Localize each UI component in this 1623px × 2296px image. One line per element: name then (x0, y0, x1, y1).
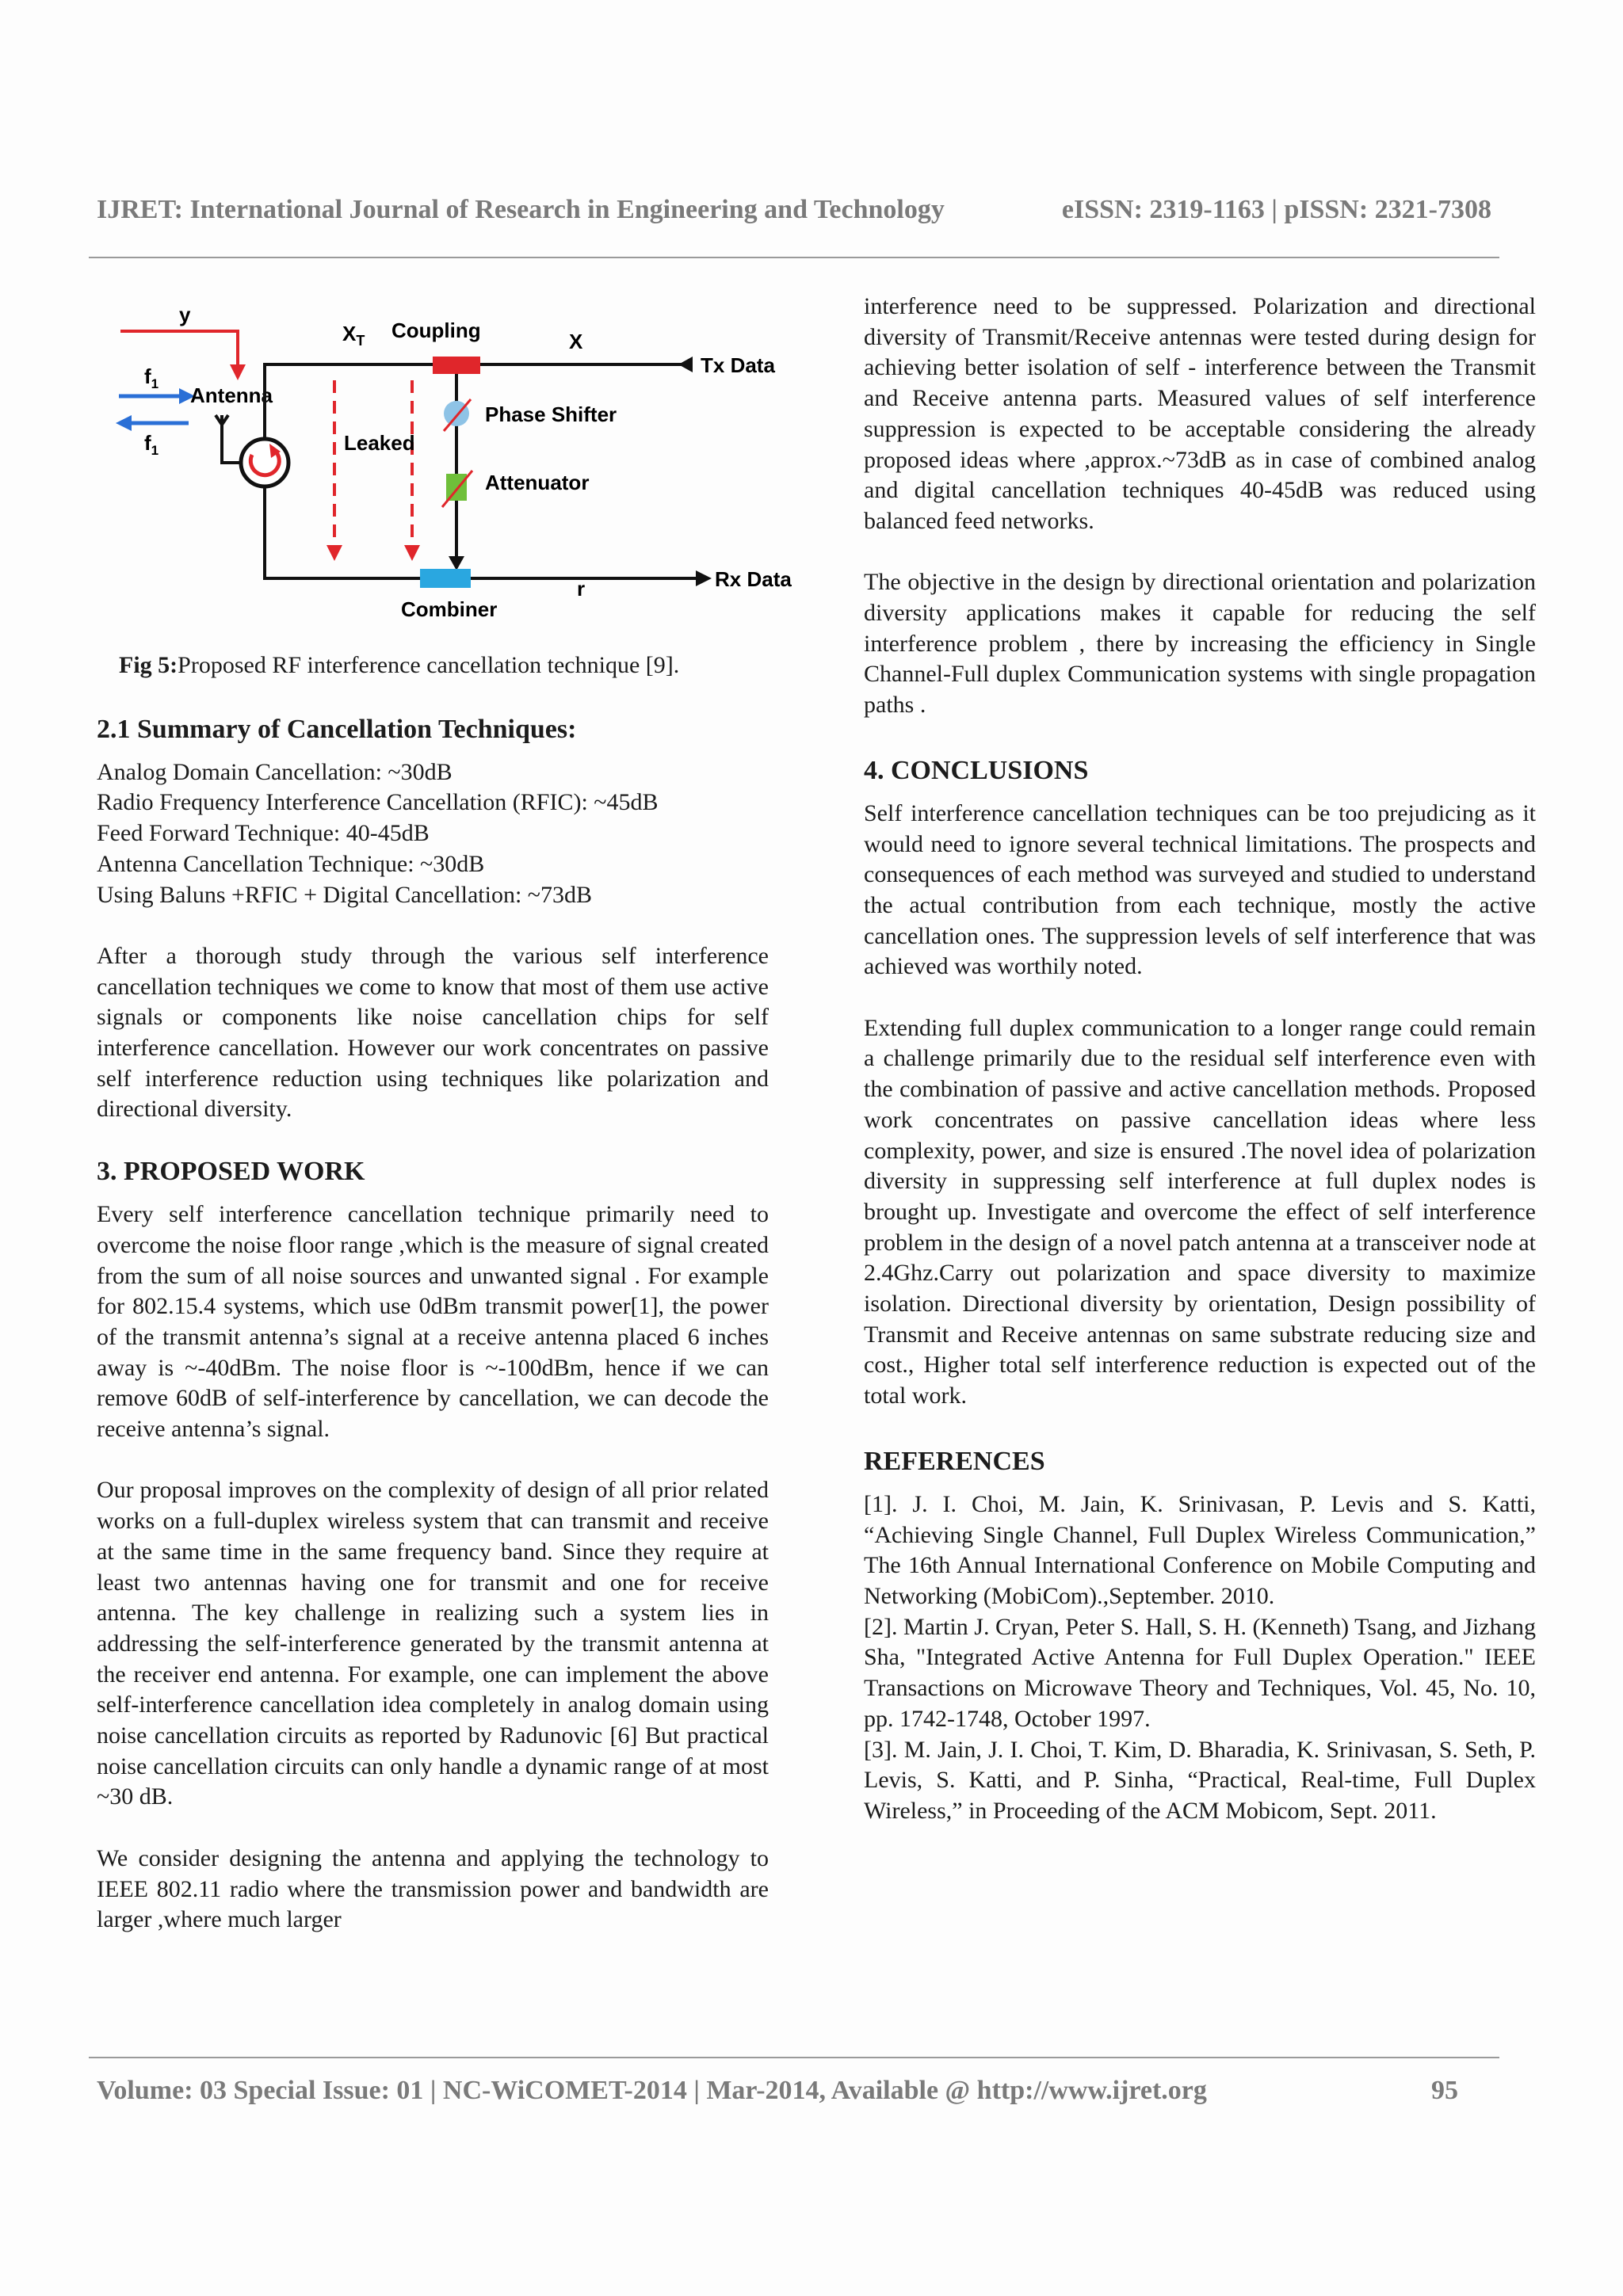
figure-caption (119, 650, 769, 681)
summary-item: Radio Frequency Interference Cancellation (RFIC): ~45dB (97, 789, 659, 816)
label-f1-top: $f_1$ (144, 364, 159, 391)
cancellation-path-arrow-head (449, 556, 464, 570)
running-footer (97, 2076, 1458, 2106)
label-f1-bottom: $f_1$ (144, 431, 159, 458)
label-antenna: Antenna (190, 383, 273, 407)
label-x: X (569, 330, 583, 353)
label-combiner: Combiner (401, 597, 498, 620)
right-column (864, 292, 1536, 1827)
paragraph-objective: The objective in the design by directional orientation and polarization diversity applications makes it capable for reducing the self interference problem , there by increasing the efficiency in Single Channel-Full duplex Communication systems with single propagation paths . (864, 569, 1536, 719)
combiner-block (420, 569, 471, 588)
summary-list (97, 757, 769, 911)
summary-item: Analog Domain Cancellation: ~30dB (97, 758, 453, 785)
paragraph-conclusion-self: Self interference cancellation techniques can be too prejudicing as it would need to ignore several technical limitations. The prospects and consequences of each method was surveyed and studied to understand the actual contribution from each technique, mostly the active cancellation ones. The suppression levels of self interference that was achieved was worthily noted. (864, 799, 1536, 980)
rx-wire-to-combiner (265, 486, 422, 578)
label-coupling: Coupling (391, 318, 481, 342)
coupler-block (433, 357, 480, 374)
circulator-icon (241, 439, 288, 486)
label-phase-shifter: Phase Shifter (485, 402, 617, 426)
y-signal-line (120, 331, 238, 368)
header-rule (89, 257, 1499, 258)
summary-item: Using Baluns +RFIC + Digital Cancellation: ~73dB (97, 881, 593, 908)
label-rx-data: Rx Data (715, 567, 792, 591)
paragraph-noise-floor: Every self interference cancellation technique primarily need to overcome the noise floor range ,which is the measure of signal created from the sum of all noise sources and unwanted signal . For example for 802.15.4 systems, which use 0dBm transmit power[1], the power of the transmit antenna’s signal at a receive antenna placed 6 inches away is ~-40dBm. The noise floor is ~-100dBm, hence if we can remove 60dB of self-interference by cancellation, we can decode the receive antenna’s signal. (97, 1201, 769, 1443)
summary-item: Feed Forward Technique: 40-45dB (97, 820, 430, 847)
figure-caption-label: Fig 5: (119, 652, 178, 678)
heading-summary: 2.1 Summary of Cancellation Techniques: (97, 714, 577, 744)
f1-out-arrow-head (116, 415, 132, 431)
leaked-right-arrow-head (404, 545, 420, 561)
summary-item: Antenna Cancellation Technique: ~30dB (97, 850, 485, 877)
reference-list (864, 1489, 1536, 1827)
heading-references: REFERENCES (864, 1446, 1045, 1476)
paragraph-interference: interference need to be suppressed. Polarization and directional diversity of Transmit/Receive antennas were tested during design for achieving better isolation of self - interference between the Transmit and Receive antenna parts. Measured values of self interference suppression is expected to be acceptable considering the already proposed ideas where ,approx.~73dB as in case of combined analog and digital cancellation techniques 40-45dB was reduced using balanced feed networks. (864, 293, 1536, 534)
tx-wire-to-coupler (265, 364, 436, 439)
running-header (97, 195, 1491, 225)
label-tx-data: Tx Data (701, 353, 775, 377)
heading-proposed-work: 3. PROPOSED WORK (97, 1157, 365, 1187)
reference-item: [2]. Martin J. Cryan, Peter S. Hall, S. H. (Kenneth) Tsang, and Jizhang Sha, "Integrated Active Antenna for Full Duplex Operation." IEEE Transactions on Microwave Theory and Techniques, Vol. 45, No. 10, pp. 1742-1748, October 1997. (864, 1613, 1536, 1732)
label-attenuator: Attenuator (485, 471, 590, 494)
y-arrow-head (230, 364, 246, 380)
leaked-left-arrow-head (327, 545, 342, 561)
paragraph-conclusion-extending: Extending full duplex communication to a longer range could remain a challenge primarily due to the residual self interference even with the combination of passive and active cancellation methods. Proposed work concentrates on passive cancellation ideas where less complexity, power, and size is ensured .The novel idea of polarization diversity in suppressing self interference at full duplex nodes is brought up. Investigate and overcome the effect of self interference problem in the design of a novel patch antenna at a transceiver node at 2.4Ghz.Carry out polarization and space diversity to maximize isolation. Directional diversity by orientation, Design possibility of Transmit and Receive antennas on same substrate reducing size and cost., Higher total self interference reduction is expected out of the total work. (864, 1014, 1536, 1409)
paragraph-ieee-80211: We consider designing the antenna and applying the technology to IEEE 802.11 radio where the transmission power and bandwidth are larger ,where much larger (97, 1844, 769, 1933)
rx-data-arrow-head (696, 570, 712, 586)
footer-volume: Volume: 03 Special Issue: 01 | NC-WiCOMET-2014 | Mar-2014, Available @ http://www.ijret.org (97, 2076, 1207, 2105)
tx-data-arrow-head (678, 357, 693, 372)
reference-item: [3]. M. Jain, J. I. Choi, T. Kim, D. Bharadia, K. Srinivasan, S. Seth, P. Levis, S. Katti, and P. Sinha, “Practical, Real-time, Full Duplex Wireless,” in Proceeding of the ACM Mobicom, Sept. 2011. (864, 1736, 1536, 1824)
paragraph-our-proposal: Our proposal improves on the complexity of design of all prior related works on a full-duplex wireless system that can transmit and receive at the same time in the same frequency band. Since they require at least two antennas having one for transmit and one for receive antenna. The key challenge in realizing such a system lies in addressing the self-interference generated by the transmit antenna at the receiver end antenna. For example, one can implement the above self-interference cancellation idea completely in analog domain using noise cancellation circuits as reported by Radunovic [6] But practical noise cancellation circuits can only handle a dynamic range of at most ~30 dB. (97, 1477, 769, 1810)
page-number: 95 (1431, 2076, 1458, 2105)
reference-item: [1]. J. I. Choi, M. Jain, K. Srinivasan, P. Levis and S. Katti, “Achieving Single Channel, Full Duplex Wireless Communication,” The 16th Annual International Conference on Mobile Computing and Networking (MobiCom).,September. 2010. (864, 1490, 1536, 1609)
issn: eISSN: 2319-1163 | pISSN: 2321-7308 (1061, 195, 1491, 224)
footer-rule (89, 2057, 1499, 2058)
rf-cancellation-diagram (97, 295, 794, 620)
figure-caption-text: Proposed RF interference cancellation technique [9]. (178, 652, 680, 678)
label-y: y (179, 303, 191, 326)
label-leaked: Leaked (344, 431, 415, 455)
label-xt: $X_T$ (342, 322, 365, 349)
journal-title: IJRET: International Journal of Research in Engineering and Technology (97, 195, 945, 224)
paragraph-after-study: After a thorough study through the various self interference cancellation techniques we come to know that most of them use active signals or components like noise cancellation chips for self interference cancellation. However our work concentrates on passive self interference reduction using techniques like polarization and directional diversity. (97, 942, 769, 1123)
label-r: r (577, 577, 586, 601)
left-column (97, 295, 792, 1936)
heading-conclusions: 4. CONCLUSIONS (864, 755, 1089, 785)
